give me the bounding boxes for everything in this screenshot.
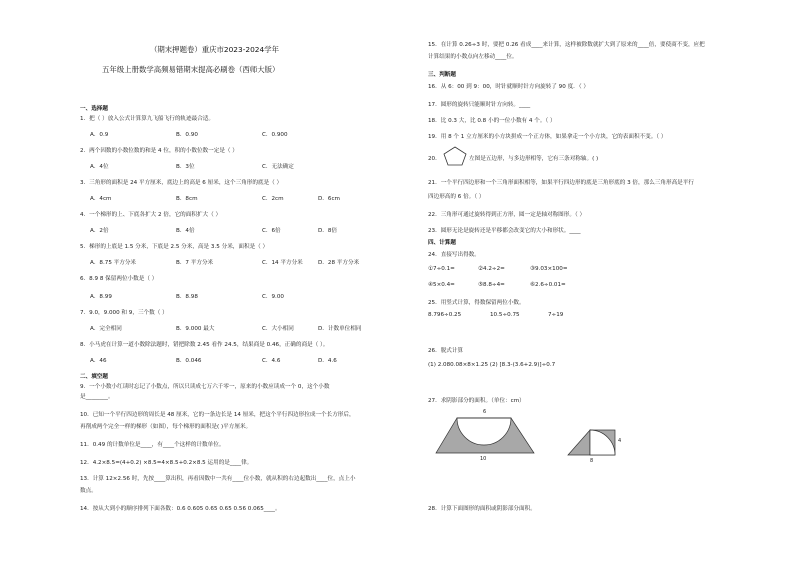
q24-item-2: ②4.2÷2=: [478, 266, 505, 272]
figure2-bottom-label: 8: [590, 458, 594, 464]
question-4: 4．一个梯形的上、下底各扩大 2 倍，它的面积扩大（ ）: [80, 212, 222, 218]
q7-option-a: A．完全相同: [90, 326, 122, 332]
q2-option-b: B．3位: [176, 164, 195, 170]
q4-option-a: A．2倍: [90, 228, 109, 234]
question-10-line1: 10．已知一个平行四边形的周长是 48 厘米，它的一条边长是 14 厘米，把这个平行四边形拉成一个长方形后，: [80, 412, 355, 418]
q24-item-4: ④5×0.4=: [428, 282, 455, 288]
section-calc: 四、计算题: [428, 240, 456, 246]
q25-item-1: 8.796÷0.25: [428, 312, 462, 318]
question-13-line2: 数点。: [80, 488, 97, 494]
q7-option-d: D．计数单位相同: [318, 326, 362, 332]
figure1-top-label: 6: [483, 409, 487, 415]
page-title-line2: 五年级上册数学高频易错期末提高必刷卷（西师大版）: [102, 65, 280, 74]
question-24: 24．直接写出得数。: [428, 252, 480, 258]
question-6: 6．8.9̇ 8̇ 保留两位小数是（ ）: [80, 276, 158, 282]
q2-option-a: A．4位: [90, 164, 109, 170]
question-21-line2: 四边形高的 6 倍。（ ）: [428, 194, 485, 200]
question-7: 7．9.0，9.000 和 9，三个数（ ）: [80, 310, 168, 316]
quarter-circle-figure: [566, 422, 626, 458]
question-9-line2: 是________。: [80, 394, 114, 400]
q8-option-d: D．4.6: [318, 358, 337, 364]
q26-expressions: (1) 2.080.08×8×1.25 (2) [8.3-(3.6+2.9)]÷0.7: [428, 362, 556, 368]
question-23: 23．圆形无论是旋转还是平移都会改变它的大小和形状。____: [428, 228, 581, 234]
q1-option-c: C．0.900: [262, 132, 288, 138]
q6-option-a: A．8.99: [90, 294, 112, 300]
question-1: 1．把（ ）放入公式计算算九飞船飞行的轨迹最合适。: [80, 116, 214, 122]
question-11: 11．0.49 的计数单位是____，有____个这样的计数单位。: [80, 442, 225, 448]
question-20: 左图是五边形，与多边形相等，它有三条对称轴。( ): [469, 156, 599, 162]
q7-option-c: C．大小相同: [262, 326, 294, 332]
question-26: 26．脱式计算: [428, 348, 464, 354]
question-17: 17．圆形的旋转只能顺时针方向转。____: [428, 102, 531, 108]
q8-option-a: A．46: [90, 358, 107, 364]
trapezoid-semicircle-figure: [434, 408, 540, 466]
q5-option-d: D．28 平方分米: [318, 260, 360, 266]
question-27: 27．求阴影部分的面积。（单位：cm）: [428, 398, 525, 404]
question-21-line1: 21．一个平行四边形和一个三角形面积相等，如果平行四边形的底是三角形底的 3 倍，那么三角形高是平行: [428, 180, 694, 186]
q5-option-c: C．14 平方分米: [262, 260, 303, 266]
question-12: 12．4.2×8.5=(4+0.2) ×8.5=4×8.5+0.2×8.5 运用的是____律。: [80, 460, 253, 466]
question-20-number: 20．: [428, 156, 441, 162]
question-25: 25．用竖式计算，得数保留两位小数。: [428, 300, 525, 306]
q3-option-a: A．4cm: [90, 196, 112, 202]
q4-option-c: C．6倍: [262, 228, 281, 234]
question-5: 5．梯形的上底是 1.5 分米，下底是 2.5 分米，高是 3.5 分米，面积是（ ）: [80, 244, 269, 250]
q4-option-d: D．8倍: [318, 228, 338, 234]
question-10-line2: 再削成两个完全一样的梯形（如图），每个梯形的面积是( )平方厘米。: [80, 424, 252, 430]
q7-option-b: B．9.000 最大: [176, 326, 215, 332]
q4-option-b: B．4倍: [176, 228, 195, 234]
q5-option-a: A．8.75 平方分米: [90, 260, 137, 266]
q3-option-b: B．8cm: [176, 196, 198, 202]
question-19: 19．用 8 个 1 立方厘米的小方块拼成一个正方体，如果拿走一个小方块，它的表面积不变。（ ）: [428, 134, 667, 140]
question-3: 3．三角形的面积是 24 平方厘米，底边上的高是 6 厘米，这个三角形的底是（ ）: [80, 180, 283, 186]
section-fill: 二、填空题: [80, 374, 108, 380]
section-judge: 三、判断题: [428, 72, 456, 78]
q24-item-5: ⑤8.8÷4=: [478, 282, 505, 288]
pentagon-figure: [443, 146, 467, 166]
question-28: 28．计算下面图形的面积或阴影部分面积。: [428, 506, 536, 512]
figure1-bottom-label: 10: [480, 456, 487, 462]
question-15-line1: 15．在计算 0.26÷3 时，要把 0.26 看成____来计算，这样被除数就扩大到了原来的____倍，要使商不变，应把: [428, 42, 705, 48]
q24-item-6: ⑥2.6÷0.01=: [530, 282, 566, 288]
q1-option-b: B．0.90: [176, 132, 198, 138]
q25-item-2: 10.5÷0.75: [490, 312, 520, 318]
question-18: 18．比 0.3 大，比 0.8 小的一位小数有 4 个。（ ）: [428, 118, 556, 124]
q6-option-b: B．8.98: [176, 294, 198, 300]
question-15-line2: 计算结果的小数点向左移动____位。: [428, 54, 518, 60]
q24-item-1: ①7÷0.1=: [428, 266, 455, 272]
q8-option-c: C．4.6: [262, 358, 281, 364]
q6-option-c: C．9.00: [262, 294, 284, 300]
q25-item-3: 7÷19: [548, 312, 564, 318]
q3-option-c: C．2cm: [262, 196, 284, 202]
figure2-side-label: 4: [618, 438, 622, 444]
question-2: 2．两个因数的小数位数的和是 4 位，积的小数位数一定是（ ）: [80, 148, 238, 154]
q3-option-d: D．6cm: [318, 196, 340, 202]
question-16: 16．从 6：00 到 9：00，时针就顺时针方向旋转了 90 度．（ ）: [428, 84, 589, 90]
section-choice: 一、选择题: [80, 106, 108, 112]
q2-option-c: C．无法确定: [262, 164, 294, 170]
q8-option-b: B．0.046: [176, 358, 202, 364]
question-9-line1: 9．一个小数小红读时忘记了小数点，所以只读成七万六千零一，原来的小数应读成一个 0，这个小数: [80, 384, 330, 390]
q24-item-3: ③9.03×100=: [530, 266, 568, 272]
question-13-line1: 13．计算 12×2.56 时，先按____算出积，再看因数中一共有____位小数，就从积的右边起数出____位，点上小: [80, 476, 356, 482]
q1-option-a: A．0.9: [90, 132, 109, 138]
question-14: 14．按从大到小的顺序排列下面各数：0.6 0.605 0.65 0.65 0.56 0.065____。: [80, 506, 281, 512]
q5-option-b: B．7 平方分米: [176, 260, 214, 266]
question-8: 8．小马虎在计算一道小数除法题时，错把除数 2.45 看作 24.5，结果商是 0.46，正确的商是（ ）。: [80, 342, 329, 348]
page-title-line1: （期末押题卷）重庆市2023-2024学年: [150, 45, 279, 54]
question-22: 22．三角形可通过旋转得到正方形，圆一定是轴对称图形。（ ）: [428, 212, 586, 218]
